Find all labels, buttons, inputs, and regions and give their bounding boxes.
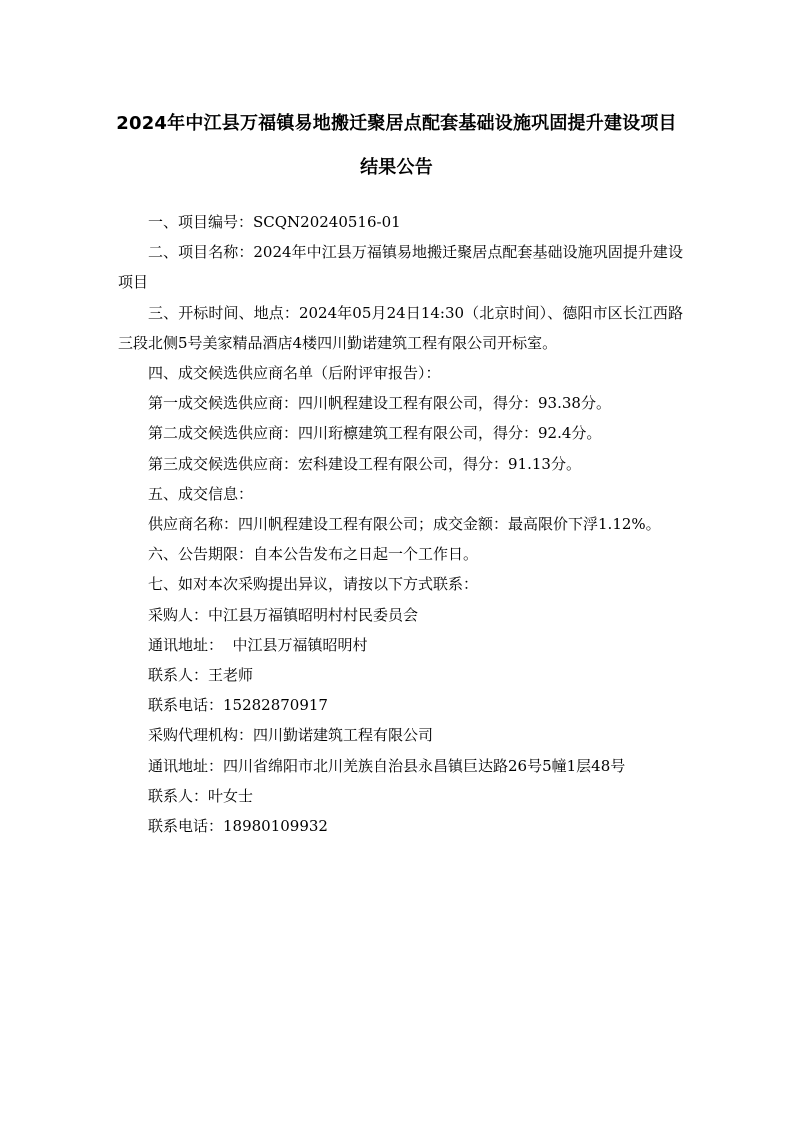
contact-heading: 七、如对本次采购提出异议，请按以下方式联系： xyxy=(148,575,479,594)
agency-name: 采购代理机构：四川勤诺建筑工程有限公司 xyxy=(148,726,434,745)
purchaser-phone: 联系电话：15282870917 xyxy=(148,696,328,715)
purchaser-contact-person: 联系人：王老师 xyxy=(148,666,254,685)
agency-phone: 联系电话：18980109932 xyxy=(148,817,328,836)
agency-address: 通讯地址：四川省绵阳市北川羌族自治县永昌镇巨达路26号5幢1层48号 xyxy=(148,756,626,775)
candidate-second: 第二成交候选供应商：四川珩檩建筑工程有限公司，得分：92.4分。 xyxy=(148,424,602,443)
document-body xyxy=(118,207,683,841)
deal-info: 供应商名称：四川帆程建设工程有限公司；成交金额：最高限价下浮1.12%。 xyxy=(148,515,661,534)
deal-info-heading: 五、成交信息： xyxy=(148,484,254,503)
document-title: 2024年中江县万福镇易地搬迁聚居点配套基础设施巩固提升建设项目结果公告 xyxy=(116,113,677,178)
candidate-first: 第一成交候选供应商：四川帆程建设工程有限公司，得分：93.38分。 xyxy=(148,394,611,413)
bid-opening-time-location: 三、开标时间、地点：2024年05月24日14:30（北京时间）、德阳市区长江西路三段北侧5号美家精品酒店4楼四川勤诺建筑工程有限公司开标室。 xyxy=(118,303,683,352)
notice-period: 六、公告期限：自本公告发布之日起一个工作日。 xyxy=(148,545,479,564)
project-name: 二、项目名称：2024年中江县万福镇易地搬迁聚居点配套基础设施巩固提升建设项目 xyxy=(118,243,683,292)
candidate-list-heading: 四、成交候选供应商名单（后附评审报告）： xyxy=(148,364,441,383)
candidate-third: 第三成交候选供应商：宏科建设工程有限公司，得分：91.13分。 xyxy=(148,454,581,473)
purchaser-address: 通讯地址： 中江县万福镇昭明村 xyxy=(148,635,368,654)
purchaser-name: 采购人：中江县万福镇昭明村村民委员会 xyxy=(148,605,419,624)
project-number: 一、项目编号：SCQN20240516-01 xyxy=(148,213,401,231)
agency-contact-person: 联系人：叶女士 xyxy=(148,786,254,805)
